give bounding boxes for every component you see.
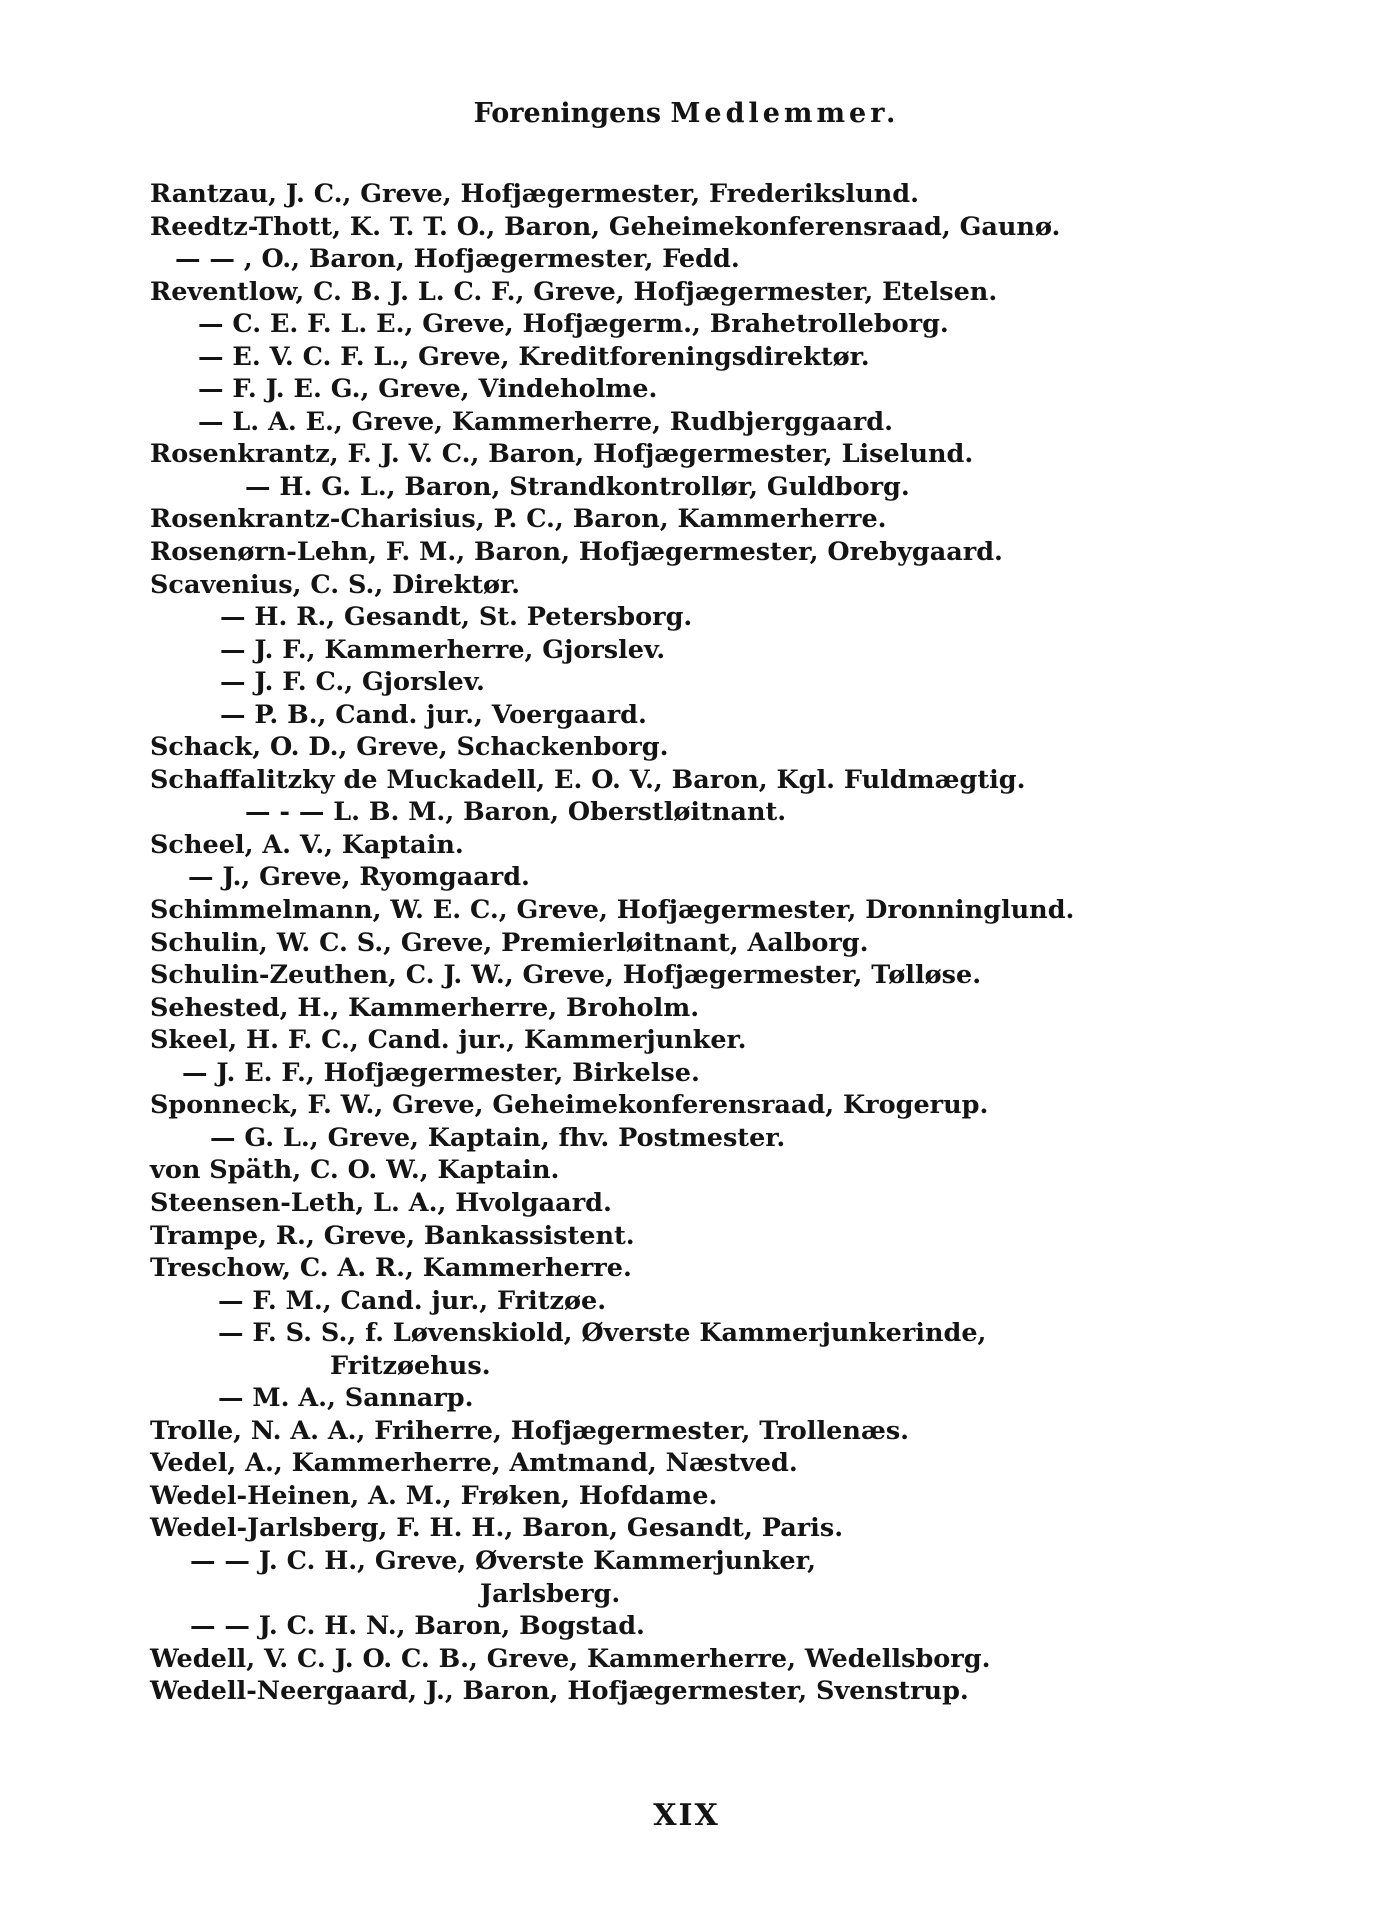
member-entry: Wedell, V. C. J. O. C. B., Greve, Kammerherre, Wedellsborg. (150, 1643, 991, 1674)
member-entry: — H. G. L., Baron, Strandkontrollør, Guldborg. (245, 471, 910, 502)
member-entry: Scheel, A. V., Kaptain. (150, 829, 464, 860)
page-number: XIX (653, 1798, 720, 1833)
member-entry: — J., Greve, Ryomgaard. (188, 862, 530, 893)
heading-spaced-word: Medlemmer. (670, 98, 900, 129)
member-entry: Steensen-Leth, L. A., Hvolgaard. (150, 1187, 612, 1218)
member-entry: Wedell-Neergaard, J., Baron, Hofjægermester, Svenstrup. (150, 1676, 969, 1707)
member-entry: — F. S. S., f. Løvenskiold, Øverste Kammerjunkerinde, (218, 1318, 987, 1349)
member-entry: Skeel, H. F. C., Cand. jur., Kammerjunker. (150, 1025, 747, 1056)
member-entry: — J. F. C., Gjorslev. (220, 667, 485, 698)
member-entry: Schimmelmann, W. E. C., Greve, Hofjægermester, Dronninglund. (150, 895, 1075, 926)
member-entry: Treschow, C. A. R., Kammerherre. (150, 1253, 632, 1284)
member-entry: Sponneck, F. W., Greve, Geheimekonferensraad, Krogerup. (150, 1090, 989, 1121)
member-entry-continuation: Jarlsberg. (480, 1578, 621, 1609)
member-entry: — — J. C. H., Greve, Øverste Kammerjunker, (190, 1545, 817, 1576)
member-entry: Reedtz-Thott, K. T. T. O., Baron, Geheimekonferensraad, Gaunø. (150, 211, 1061, 242)
member-entry: Schack, O. D., Greve, Schackenborg. (150, 732, 669, 763)
member-entry: — M. A., Sannarp. (218, 1383, 474, 1414)
member-entry: Schulin-Zeuthen, C. J. W., Greve, Hofjægermester, Tølløse. (150, 960, 982, 991)
member-entry: — L. A. E., Greve, Kammerherre, Rudbjerggaard. (198, 406, 893, 437)
member-entry: — C. E. F. L. E., Greve, Hofjægerm., Brahetrolleborg. (198, 309, 949, 340)
member-entry: Reventlow, C. B. J. L. C. F., Greve, Hofjægermester, Etelsen. (150, 276, 998, 307)
member-entry: Schaffalitzky de Muckadell, E. O. V., Baron, Kgl. Fuldmægtig. (150, 764, 1026, 795)
member-entry: Vedel, A., Kammerherre, Amtmand, Næstved. (150, 1448, 798, 1479)
member-entry: — J. F., Kammerherre, Gjorslev. (220, 634, 666, 665)
member-entry: Rosenørn-Lehn, F. M., Baron, Hofjægermester, Orebygaard. (150, 537, 1003, 568)
member-list (150, 178, 1290, 1708)
member-entry: Sehested, H., Kammerherre, Broholm. (150, 992, 700, 1023)
member-entry: — - — L. B. M., Baron, Oberstløitnant. (245, 797, 787, 828)
member-entry: — F. M., Cand. jur., Fritzøe. (218, 1285, 607, 1316)
heading-word: Foreningens (473, 98, 662, 129)
member-entry: Wedel-Jarlsberg, F. H. H., Baron, Gesandt, Paris. (150, 1513, 844, 1544)
member-entry: — P. B., Cand. jur., Voergaard. (220, 699, 647, 730)
member-entry-continuation: Fritzøehus. (330, 1350, 491, 1381)
member-entry: Scavenius, C. S., Direktør. (150, 569, 521, 600)
member-entry: von Späth, C. O. W., Kaptain. (150, 1155, 560, 1186)
member-entry: Rosenkrantz-Charisius, P. C., Baron, Kammerherre. (150, 504, 887, 535)
member-entry: Schulin, W. C. S., Greve, Premierløitnant, Aalborg. (150, 927, 869, 958)
page-heading (0, 98, 1373, 129)
member-entry: Trampe, R., Greve, Bankassistent. (150, 1220, 635, 1251)
member-entry: Wedel-Heinen, A. M., Frøken, Hofdame. (150, 1480, 718, 1511)
member-entry: — F. J. E. G., Greve, Vindeholme. (198, 374, 658, 405)
member-entry: Rantzau, J. C., Greve, Hofjægermester, Frederikslund. (150, 179, 920, 209)
member-entry: — G. L., Greve, Kaptain, fhv. Postmester. (210, 1122, 786, 1153)
member-entry: — — , O., Baron, Hofjægermester, Fedd. (175, 244, 740, 275)
member-entry: — — J. C. H. N., Baron, Bogstad. (190, 1611, 645, 1642)
member-entry: Trolle, N. A. A., Friherre, Hofjægermester, Trollenæs. (150, 1415, 910, 1446)
member-entry: — J. E. F., Hofjægermester, Birkelse. (182, 1057, 700, 1088)
member-entry: — E. V. C. F. L., Greve, Kreditforeningsdirektør. (198, 341, 870, 372)
member-entry: Rosenkrantz, F. J. V. C., Baron, Hofjægermester, Liselund. (150, 439, 974, 470)
member-entry: — H. R., Gesandt, St. Petersborg. (220, 602, 693, 633)
